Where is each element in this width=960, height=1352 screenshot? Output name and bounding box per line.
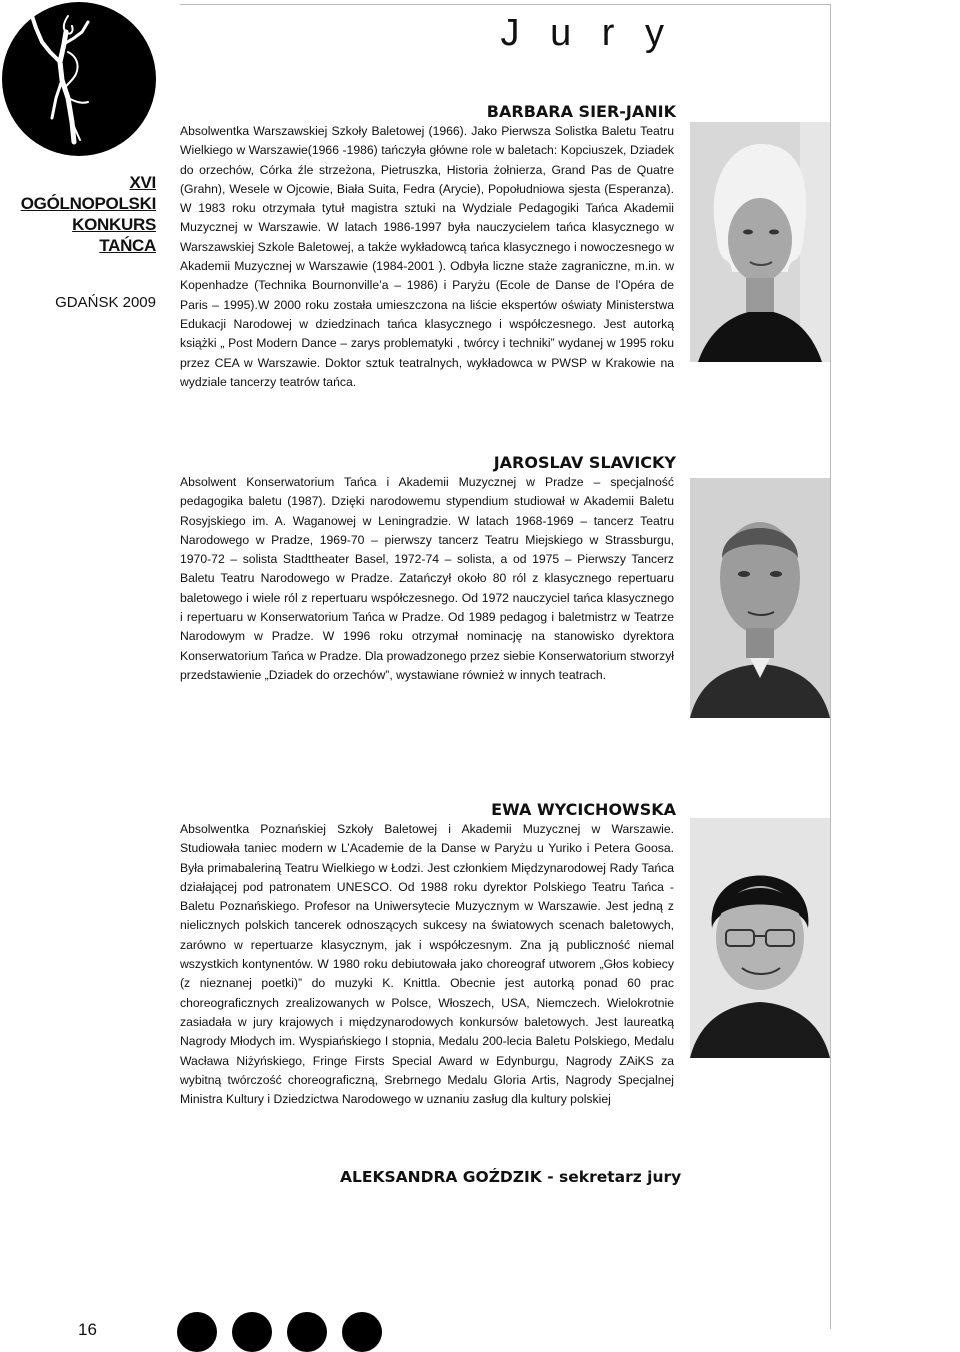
juror-photo [690,122,830,362]
contest-line: TAŃCA [99,236,156,255]
decorative-dot [177,1312,217,1352]
juror-name: BARBARA SIER-JANIK [486,102,676,121]
juror-photo [690,818,830,1058]
secretary-line: ALEKSANDRA GOŹDZIK - sekretarz jury [340,1168,682,1186]
juror-bio: Absolwentka Poznańskiej Szkoły Baletowej i Akademii Muzycznej w Warszawie. Studiowała taniec modern w L’Academie de la Danse w Paryżu u Yuriko i Petera Goosa. Była primabaleriną Teatru Wielkiego w Łodzi. Jest członkiem Międzynarodowej Rady Tańca działającej pod patronatem UNESCO. Od 1988 roku dyrektor Polskiego Teatru Tańca - Baletu Poznańskiego. Profesor na Uniwersytecie Muzycznym w Warszawie. Jest jedną z nielicznych polskich tancerek odnoszących sukcesy na światowych scenach baletowych, zarówno w repertuarze klasycznym, jak i współczesnym. Zna ją publiczność niemal wszystkich kontynentów. W 1980 roku debiutowała jako choreograf utworem „Głos kobiecy (z nieznanej poetki)” do muzyki K. Knittla. Obecnie jest autorką ponad 60 prac choreograficznych zrealizowanych w Polsce, Włoszech, USA, Niemczech. Wielokrotnie zasiadała w jury krajowych i międzynarodowych konkursów baletowych. Jest laureatką Nagrody Młodych im. Wyspiańskiego I stopnia, Medalu 200-lecia Baletu Polskiego, Medalu Wacława Niżyńskiego, Fringe Firsts Special Award w Edynburgu, Nagrody ZAiKS za wybitną twórczość choreograficzną, Srebrnego Medalu Gloria Artis, Nagrody Specjalnej Ministra Kultury i Dziedzictwa Narodowego w uznaniu zasług dla kultury polskiej [180,822,674,1107]
juror-name: JAROSLAV SLAVICKY [493,453,676,472]
contest-line: OGÓLNOPOLSKI [20,194,156,213]
contest-title [20,172,156,256]
juror-name: EWA WYCICHOWSKA [491,800,676,819]
decorative-dot [342,1312,382,1352]
contest-logo [2,2,156,156]
juror-bio: Absolwent Konserwatorium Tańca i Akademii Muzycznej w Pradze – specjalność pedagogika baletu (1987). Dzięki narodowemu stypendium studiował w Akademii Baletu Rosyjskiego im. A. Waganowej w Leningradzie. W latach 1968-1969 – tancerz Teatru Narodowego w Pradze, 1969-70 – pierwszy tancerz Teatru Miejskiego w Strassburgu, 1970-72 – solista Stadttheater Basel, 1972-74 – solista, a od 1975 – Pierwszy Tancerz Baletu Teatru Narodowego w Pradze. Zatańczył około 80 ról z klasycznego repertuaru baletowego i wiele ról z repertuaru współczesnego. Od 1972 nauczyciel tańca klasycznego i repertuaru w Konserwatorium Tańca w Pradze. Od 1989 pedagog i baletmistrz w Teatrze Narodowym w Pradze. W 1996 roku otrzymał nominację na stanowisko dyrektora Konserwatorium Tańca w Pradze. Dla prowadzonego przez siebie Konserwatorium stworzył przedstawienie „Dziadek do orzechów”, wystawiane również w innych teatrach. [180,475,674,682]
frame-line-top [180,4,830,5]
contest-line: KONKURS [72,215,156,234]
decorative-dot [287,1312,327,1352]
contest-line: XVI [129,173,156,192]
juror-bio: Absolwentka Warszawskiej Szkoły Baletowej (1966). Jako Pierwsza Solistka Baletu Teatru Wielkiego w Warszawie(1966 -1986) tańczyła główne role w baletach: Kopciuszek, Dziadek do orzechów, Córka źle strzeżona, Pietruszka, Historia żołnierza, Grand Pas de Quatre (Grahn), Wesele w Ojcowie, Biała Suita, Fedra (Arycie), Popołudniowa sjesta (Esperanza). W 1983 roku otrzymała tytuł magistra sztuki na Wydziale Pedagogiki Tańca Akademii Muzycznej w Warszawie. W latach 1986-1997 była nauczycielem tańca klasycznego w Warszawskiej Szkole Baletowej, a także wykładowcą tańca klasycznego i nowoczesnego w Akademii Muzycznej w Warszawie (1984-2001 ). Odbyła liczne staże zagraniczne, m.in. w Kopenhadze (Technika Bournonville’a – 1986) i Paryżu (Ecole de Danse de l’Opéra de Paris – 1995).W 2000 roku została umieszczona na liście ekspertów oświaty Ministerstwa Edukacji Narodowej w dziedzinach tańca klasycznego i współczesnego. Jest autorką książki „ Post Modern Dance – zarys problematyki , twórcy i techniki” wydanej w 1995 roku przez CEA w Warszawie. Doktor sztuk teatralnych, wykładowca w PWSP w Krakowie na wydziale tancerzy teatrów tańca. [180,124,674,389]
city-year: GDAŃSK 2009 [55,294,156,311]
frame-line-right [830,4,831,1329]
dancer-icon [2,2,156,156]
juror-photo [690,478,830,718]
decorative-dot [232,1312,272,1352]
page-title: J u r y [500,12,674,54]
sidebar [0,0,170,1352]
page-number: 16 [78,1320,97,1339]
